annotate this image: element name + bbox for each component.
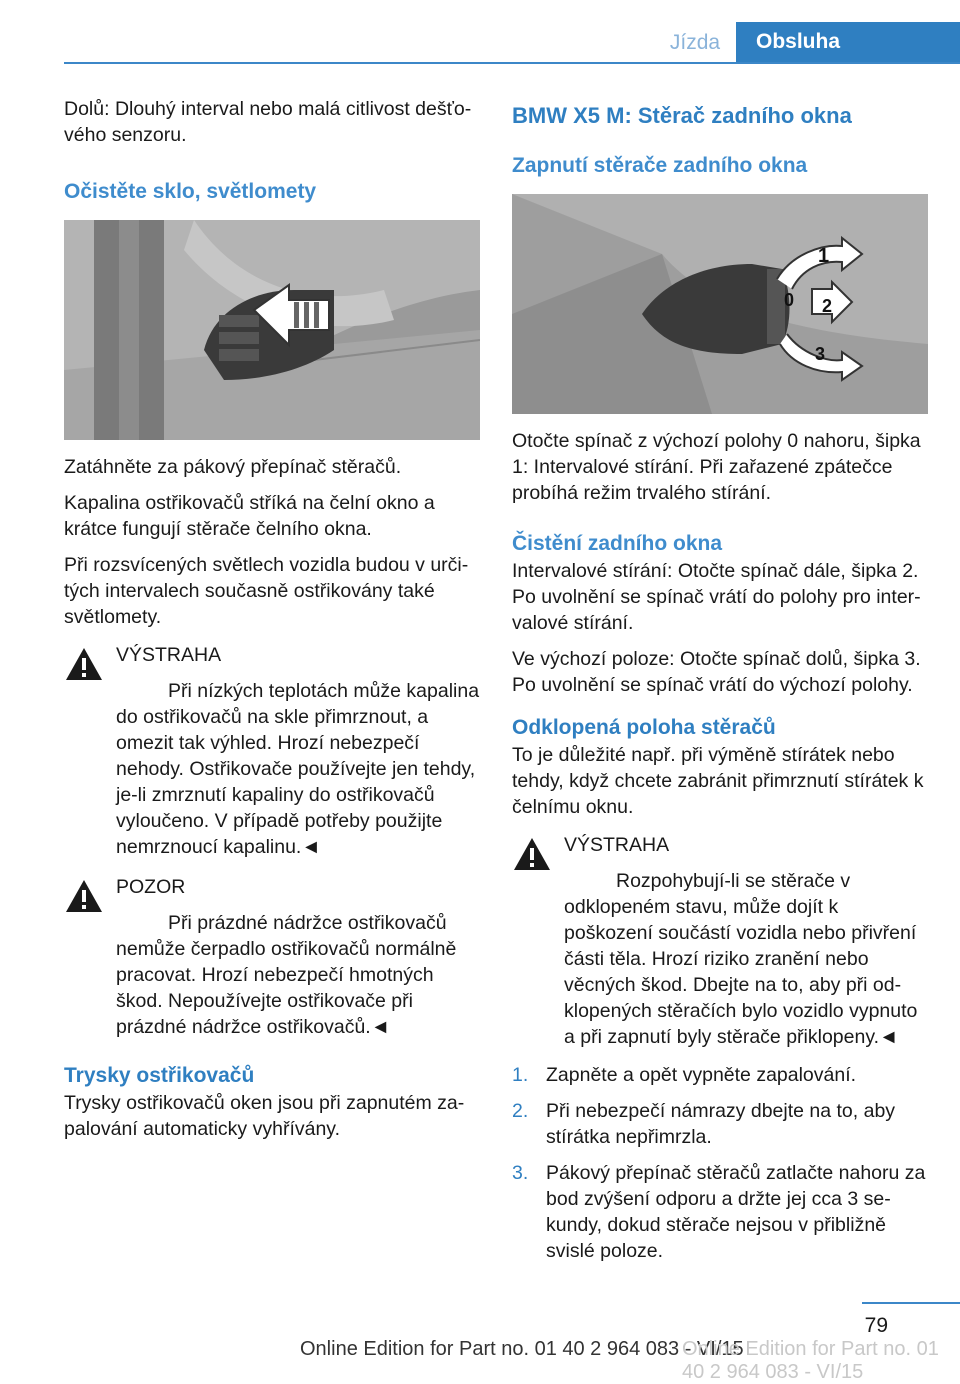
step-number: 3. xyxy=(512,1162,529,1184)
watermark-text: Online Edition for Part no. 01 40 2 964 083 - VI/15 xyxy=(682,1338,939,1383)
list-item xyxy=(512,1062,928,1088)
warning-triangle-icon xyxy=(64,646,104,682)
text-fluid-sprays: Kapalina ostřikovačů stříká na čelní okno a krátce fungují stěrače čelního okna. xyxy=(64,492,435,540)
rear-wiper-switch-diagram xyxy=(512,194,928,414)
warning-block-frost xyxy=(64,642,480,860)
warning-title: VÝSTRAHA xyxy=(116,644,222,666)
diagram-label-0: 0 xyxy=(784,290,795,310)
wiper-stalk-pull-photo xyxy=(64,220,480,440)
intro-text: Dolů: Dlouhý interval nebo malá citlivost dešťového senzoru. xyxy=(64,98,472,146)
header-rule xyxy=(64,62,960,64)
warning-title: VÝSTRAHA xyxy=(564,834,670,856)
diagram-label-1: 1 xyxy=(818,245,830,267)
step-text: Pákový přepínač stěračů zatlačte nahoru za bod zvýšení odporu a držte jej cca 3 sekundy, dokud stěrače nejsou v přibližně svislé poloze. xyxy=(546,1162,926,1262)
tab-obsluha[interactable]: Obsluha xyxy=(736,22,960,62)
caution-body: Při prázdné nádržce ostřikovačů nemůže čerpadlo ostřikovačů normálně pracovat. Hrozí nebezpečí hmotných škod. Nepoužívejte ostřikovače při prázdné nádržce ostřikovačů.◄ xyxy=(116,912,457,1038)
text-pull-stalk: Zatáhněte za pákový přepínač stěračů. xyxy=(64,456,402,478)
caution-title: POZOR xyxy=(116,876,186,898)
step-text: Zapněte a opět vypněte zapalování. xyxy=(546,1064,857,1086)
warning-body: Při nízkých teplotách může kapalina do ostřikovačů na skle přimrznout, a omezit tak výhled. Hrozí nebezpečí nehody. Ostřikovače používejte jen tehdy, je-li zmrznutí kapaliny do ostřikovačů vyloučeno. V případě potřeby použijte nemrznoucí kapalinu.◄ xyxy=(116,680,480,858)
text-home-position: Ve výchozí poloze: Otočte spínač dolů, šipka 3. Po uvolnění se spínač vrátí do výchozí polohy. xyxy=(512,648,921,696)
step-text: Při nebezpečí námrazy dbejte na to, aby stírátka nepřimrzla. xyxy=(546,1100,896,1148)
text-interval-wipe: Intervalové stírání: Otočte spínač dále, šipka 2. Po uvolnění se spínač vrátí do polohy pro intervalové stírání. xyxy=(512,560,921,634)
diagram-label-3: 3 xyxy=(815,344,826,364)
heading-clean-glass: Očistěte sklo, světlomety xyxy=(64,180,317,203)
tab-jizda[interactable]: Jízda xyxy=(669,31,721,54)
heading-rear-clean: Čistění zadního okna xyxy=(512,532,723,555)
text-headlights-washed: Při rozsvícených světlech vozidla budou v určitých intervalech současně ostřikovány také světlomety. xyxy=(64,554,469,628)
edition-text: Online Edition for Part no. 01 40 2 964 083 - VI/15 xyxy=(300,1338,744,1360)
footer-rule xyxy=(862,1302,960,1304)
fold-steps-list xyxy=(512,1062,928,1264)
step-number: 1. xyxy=(512,1064,529,1086)
warning-triangle-icon xyxy=(64,878,104,914)
warning-triangle-icon xyxy=(512,836,552,872)
heading-nozzles: Trysky ostřikovačů xyxy=(64,1064,255,1087)
heading-fold-position: Odklopená poloha stěračů xyxy=(512,716,776,739)
warning-block-folded xyxy=(512,832,928,1050)
diagram-label-2: 2 xyxy=(822,296,833,316)
right-column xyxy=(512,96,928,1274)
heading-rear-wiper-on: Zapnutí stěrače zadního okna xyxy=(512,154,808,177)
heading-rear-wiper: BMW X5 M: Stěrač zadního okna xyxy=(512,103,852,128)
warning-block-empty-tank xyxy=(64,874,480,1040)
page-number: 79 xyxy=(864,1314,888,1337)
step-number: 2. xyxy=(512,1100,529,1122)
list-item xyxy=(512,1098,928,1150)
warning-body: Rozpohybují-li se stěrače v odklopeném stavu, může dojít k poškození součástí vozidla nebo přivření části těla. Hrozí riziko zranění nebo věcných škod. Dbejte na to, aby při odklopených stěračích bylo vozidlo vypnuto a při zapnutí byly stěrače přiklopeny.◄ xyxy=(564,870,918,1048)
text-fold-purpose: To je důležité např. při výměně stírátek nebo tehdy, když chcete zabránit přimrznutí stírátek k čelnímu oknu. xyxy=(512,744,924,818)
left-column xyxy=(64,96,480,1152)
text-rotate-switch: Otočte spínač z výchozí polohy 0 nahoru, šipka 1: Intervalové stírání. Při zařazené zpátečce probíhá režim trvalého stírání. xyxy=(512,430,921,504)
text-nozzles-heated: Trysky ostřikovačů oken jsou při zapnutém zapalování automaticky vyhřívány. xyxy=(64,1092,465,1140)
list-item xyxy=(512,1160,928,1264)
